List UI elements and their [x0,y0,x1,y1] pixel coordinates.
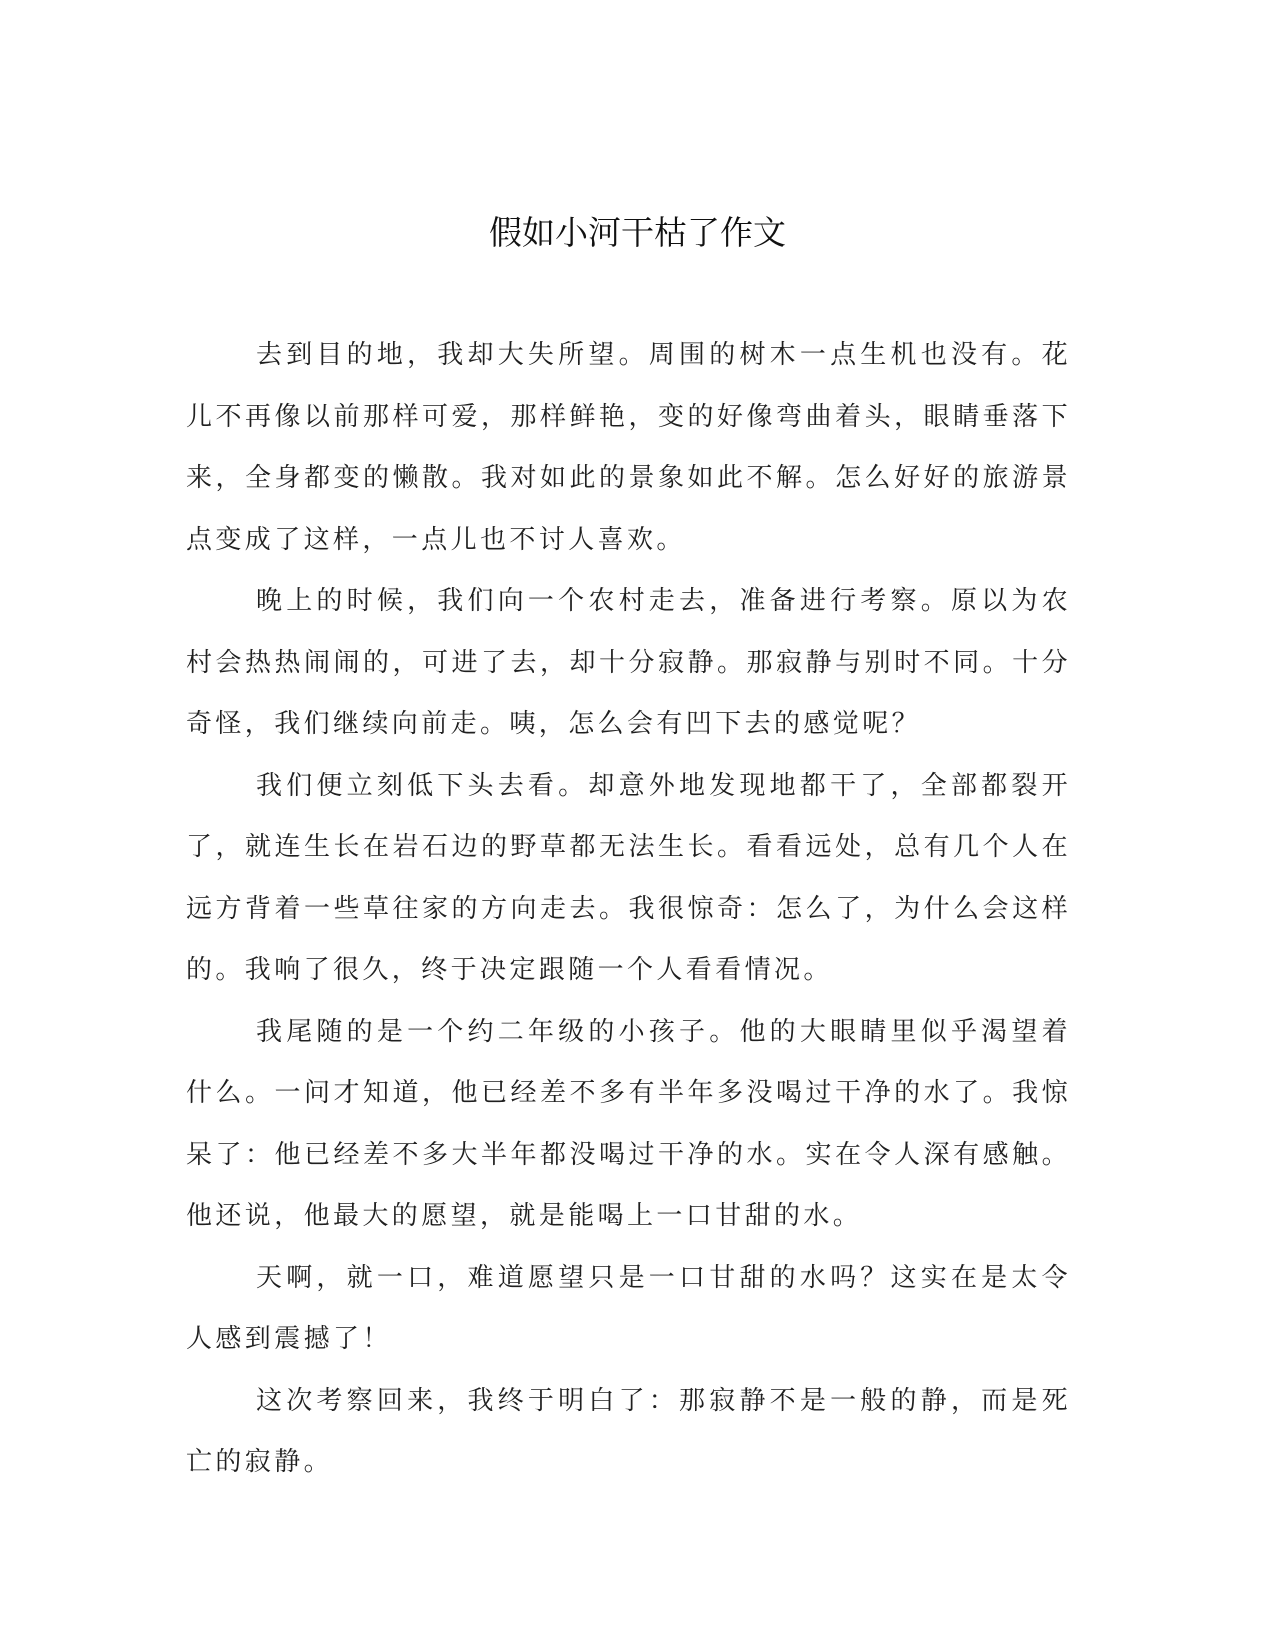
paragraph-3: 我们便立刻低下头去看。却意外地发现地都干了，全部都裂开了，就连生长在岩石边的野草都无法生长。看看远处，总有几个人在远方背着一些草往家的方向走去。我很惊奇：怎么了，为什么会这样的。我响了很久，终于决定跟随一个人看看情况。 [186,770,1071,985]
paragraph-1: 去到目的地，我却大失所望。周围的树木一点生机也没有。花儿不再像以前那样可爱，那样鲜艳，变的好像弯曲着头，眼睛垂落下来，全身都变的懒散。我对如此的景象如此不解。怎么好好的旅游景点变成了这样，一点儿也不讨人喜欢。 [186,340,1071,555]
paragraph-6: 这次考察回来，我终于明白了：那寂静不是一般的静，而是死亡的寂静。 [186,1385,1071,1477]
paragraph-2: 晚上的时候，我们向一个农村走去，准备进行考察。原以为农村会热热闹闹的，可进了去，却十分寂静。那寂静与别时不同。十分奇怪，我们继续向前走。咦，怎么会有凹下去的感觉呢？ [186,586,1071,739]
document-body [186,325,1071,1494]
document-title: 假如小河干枯了作文 [489,213,786,252]
paragraph-4: 我尾随的是一个约二年级的小孩子。他的大眼睛里似乎渴望着什么。一问才知道，他已经差不多有半年多没喝过干净的水了。我惊呆了：他已经差不多大半年都没喝过干净的水。实在令人深有感触。他还说，他最大的愿望，就是能喝上一口甘甜的水。 [186,1016,1071,1231]
paragraph-5: 天啊，就一口，难道愿望只是一口甘甜的水吗？这实在是太令人感到震撼了！ [186,1262,1071,1354]
